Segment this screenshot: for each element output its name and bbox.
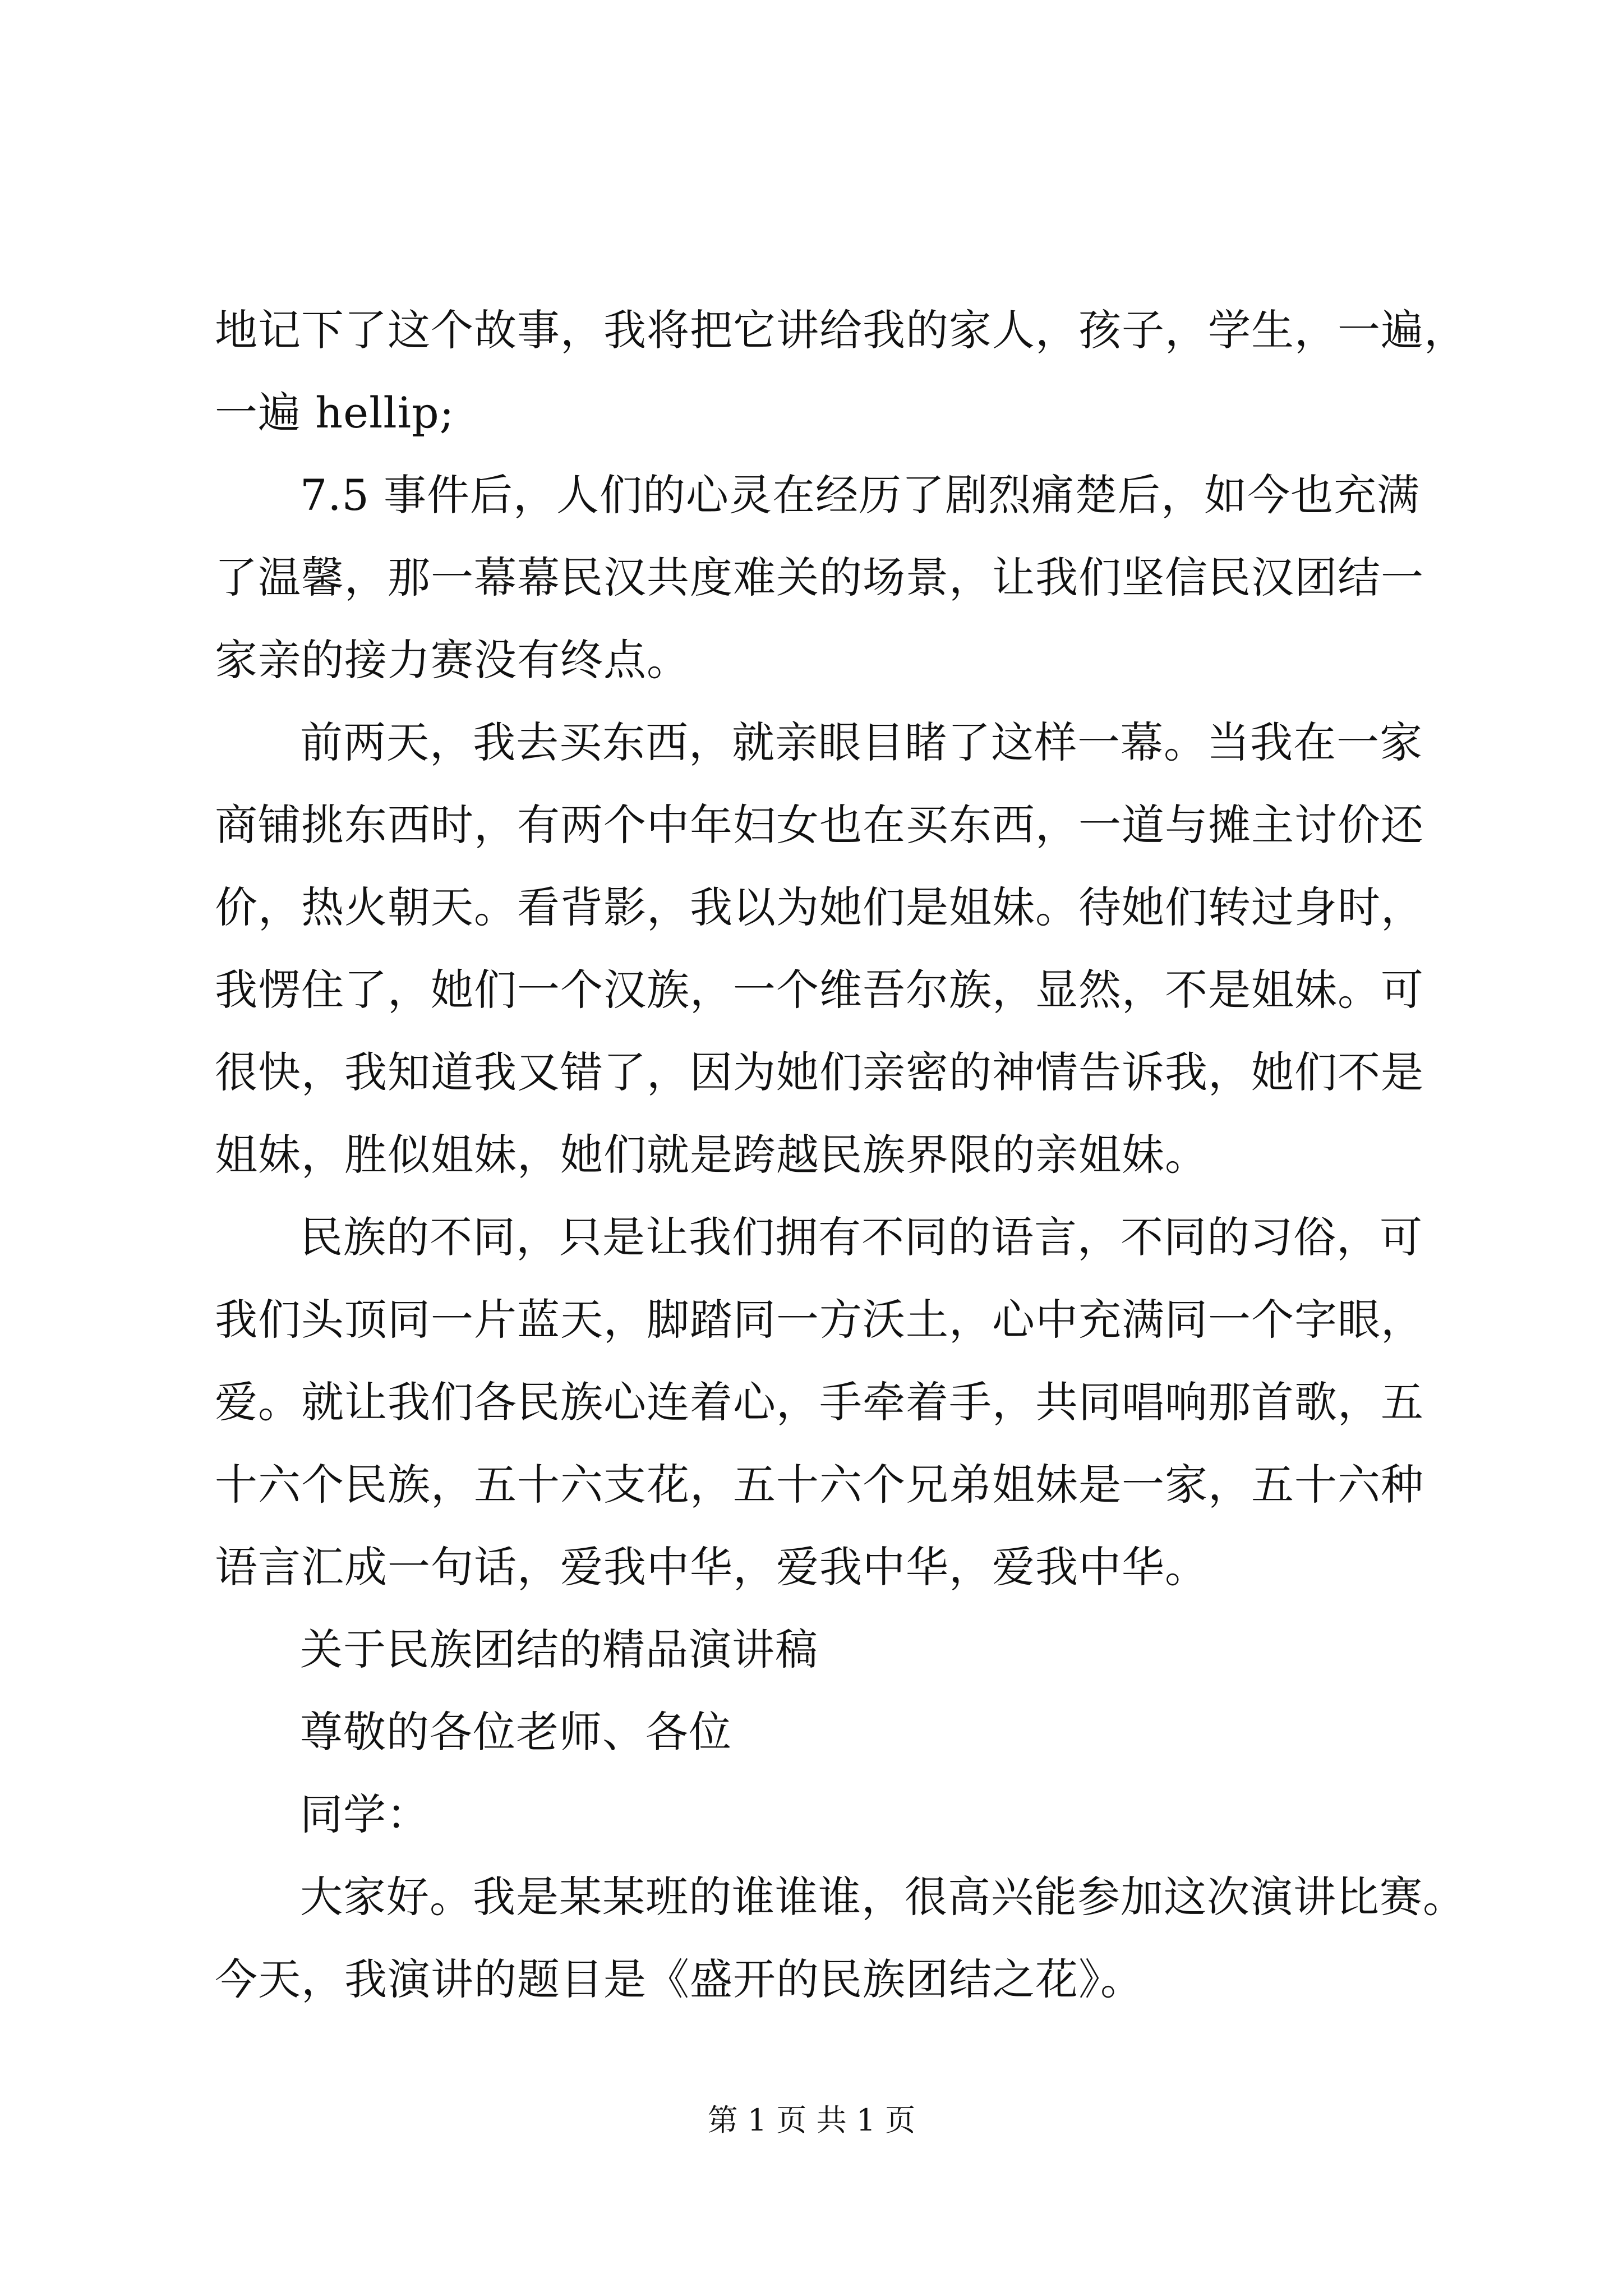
paragraph — [215, 1773, 1421, 1856]
text-line: 地记下了这个故事，我将把它讲给我的家人，孩子，学生，一遍， — [215, 305, 1467, 355]
paragraph — [215, 1691, 1421, 1773]
text-line: 很快，我知道我又错了，因为她们亲密的神情告诉我，她们不是 — [215, 1047, 1424, 1097]
paragraph — [215, 454, 1424, 701]
text-line: 十六个民族，五十六支花，五十六个兄弟姐妹是一家，五十六种 — [215, 1460, 1424, 1510]
text-line: 今天，我演讲的题目是《盛开的民族团结之花》。 — [215, 1954, 1144, 2004]
paragraph — [215, 1196, 1424, 1608]
text-line: 民族的不同，只是让我们拥有不同的语言，不同的习俗，可 — [300, 1212, 1423, 1262]
text-line: 我们头顶同一片蓝天，脚踏同一方沃土，心中充满同一个字眼， — [215, 1295, 1424, 1345]
page-number-label: 第 1 页 共 1 页 — [707, 2102, 916, 2138]
page-footer — [0, 2102, 1623, 2138]
text-line: 关于民族团结的精品演讲稿 — [300, 1625, 818, 1674]
text-line: 我愣住了，她们一个汉族，一个维吾尔族，显然，不是姐妹。可 — [215, 965, 1424, 1015]
paragraph — [215, 1856, 1466, 2021]
text-line: 家亲的接力赛没有终点。 — [215, 635, 690, 685]
paragraph — [215, 289, 1467, 454]
document-body — [215, 289, 1467, 2021]
text-line: 爱。就让我们各民族心连着心，手牵着手，共同唱响那首歌，五 — [215, 1377, 1424, 1427]
text-line: 姐妹，胜似姐妹，她们就是跨越民族界限的亲姐妹。 — [215, 1130, 1208, 1180]
text-line: 语言汇成一句话，爱我中华，爱我中华，爱我中华。 — [215, 1542, 1208, 1592]
paragraph — [215, 1608, 1421, 1691]
paragraph — [215, 701, 1424, 1196]
text-line: 了温馨，那一幕幕民汉共度难关的场景，让我们坚信民汉团结一 — [215, 553, 1424, 602]
text-line: 同学： — [300, 1789, 430, 1839]
text-line: 7.5 事件后，人们的心灵在经历了剧烈痛楚后，如今也充满 — [300, 470, 1421, 520]
text-line: 商铺挑东西时，有两个中年妇女也在买东西，一道与摊主讨价还 — [215, 800, 1424, 850]
text-line: 大家好。我是某某班的谁谁谁，很高兴能参加这次演讲比赛。 — [300, 1872, 1466, 1922]
text-line: 价，热火朝天。看背影，我以为她们是姐妹。待她们转过身时， — [215, 882, 1424, 932]
text-line: 前两天，我去买东西，就亲眼目睹了这样一幕。当我在一家 — [300, 717, 1423, 767]
text-line: 尊敬的各位老师、各位 — [300, 1707, 732, 1757]
text-line: 一遍 hellip; — [215, 388, 455, 438]
